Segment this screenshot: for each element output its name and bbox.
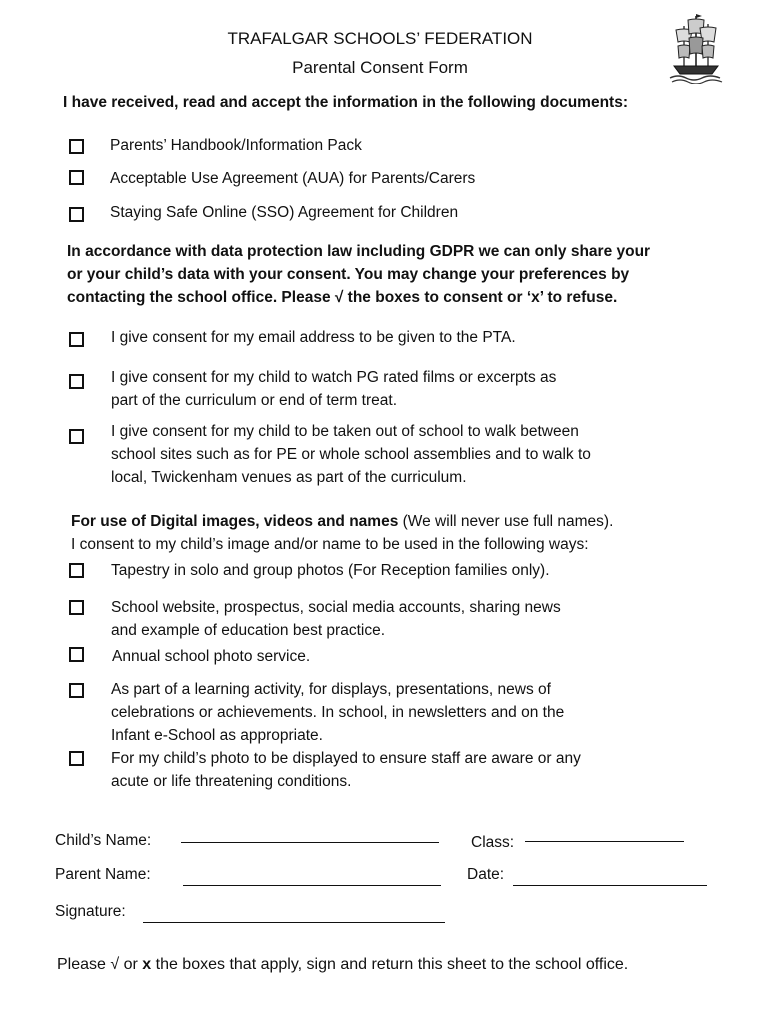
footer-x: x: [142, 956, 152, 973]
walk-out-checkbox[interactable]: [69, 429, 84, 444]
gdpr-line-1: In accordance with data protection law including GDPR we can only share your: [67, 243, 651, 260]
sailing-ship-logo-icon: [668, 12, 724, 84]
signature-input[interactable]: [143, 922, 445, 923]
learning-activity-label-1: As part of a learning activity, for displays, presentations, news of: [111, 681, 551, 698]
parent-name-input[interactable]: [183, 885, 441, 886]
pta-email-checkbox[interactable]: [69, 332, 84, 347]
learning-activity-label-2: celebrations or achievements. In school, in newsletters and on the: [111, 704, 565, 721]
handbook-label: Parents’ Handbook/Information Pack: [110, 137, 362, 154]
pta-email-label: I give consent for my email address to be given to the PTA.: [111, 329, 516, 346]
form-title: Parental Consent Form: [292, 58, 468, 77]
website-checkbox[interactable]: [69, 600, 84, 615]
signature-label: Signature:: [55, 903, 126, 920]
aua-checkbox[interactable]: [69, 170, 84, 185]
pg-films-label-1: I give consent for my child to watch PG rated films or excerpts as: [111, 369, 557, 386]
medical-photo-label-1: For my child’s photo to be displayed to ensure staff are aware or any: [111, 750, 581, 767]
pg-films-label-2: part of the curriculum or end of term treat.: [111, 392, 398, 409]
medical-photo-checkbox[interactable]: [69, 751, 84, 766]
parent-name-label: Parent Name:: [55, 866, 151, 883]
website-label-1: School website, prospectus, social media accounts, sharing news: [111, 599, 561, 616]
footer-part-2: the boxes that apply, sign and return this sheet to the school office.: [151, 956, 629, 973]
pg-films-checkbox[interactable]: [69, 374, 84, 389]
learning-activity-label-3: Infant e-School as appropriate.: [111, 727, 323, 744]
aua-label: Acceptable Use Agreement (AUA) for Parents/Carers: [110, 170, 476, 187]
tapestry-label: Tapestry in solo and group photos (For Reception families only).: [111, 562, 550, 579]
child-name-input[interactable]: [181, 842, 439, 843]
documents-heading: I have received, read and accept the information in the following documents:: [63, 94, 628, 111]
sso-checkbox[interactable]: [69, 207, 84, 222]
images-subheading: I consent to my child’s image and/or name to be used in the following ways:: [71, 536, 589, 553]
school-photo-checkbox[interactable]: [69, 647, 84, 662]
gdpr-line-2: or your child’s data with your consent. You may change your preferences by: [67, 266, 630, 283]
date-input[interactable]: [513, 885, 707, 886]
tapestry-checkbox[interactable]: [69, 563, 84, 578]
school-photo-label: Annual school photo service.: [112, 648, 311, 665]
child-name-label: Child’s Name:: [55, 832, 152, 849]
learning-activity-checkbox[interactable]: [69, 683, 84, 698]
medical-photo-label-2: acute or life threatening conditions.: [111, 773, 352, 790]
gdpr-line-3: contacting the school office. Please √ the boxes to consent or ‘x’ to refuse.: [67, 289, 618, 306]
images-heading-note: (We will never use full names).: [398, 513, 614, 530]
date-label: Date:: [467, 866, 505, 883]
images-heading: [71, 511, 613, 533]
federation-title: TRAFALGAR SCHOOLS’ FEDERATION: [227, 29, 533, 48]
walk-out-label-1: I give consent for my child to be taken out of school to walk between: [111, 423, 579, 440]
sso-label: Staying Safe Online (SSO) Agreement for Children: [110, 204, 459, 221]
footer-part-1: Please √ or: [57, 956, 143, 973]
handbook-checkbox[interactable]: [69, 139, 84, 154]
walk-out-label-2: school sites such as for PE or whole school assemblies and to walk to: [111, 446, 591, 463]
walk-out-label-3: local, Twickenham venues as part of the curriculum.: [111, 469, 467, 486]
images-heading-bold: For use of Digital images, videos and names: [71, 513, 399, 530]
footer-instruction: [57, 954, 628, 976]
class-input[interactable]: [525, 841, 684, 842]
class-label: Class:: [471, 834, 515, 851]
website-label-2: and example of education best practice.: [111, 622, 386, 639]
